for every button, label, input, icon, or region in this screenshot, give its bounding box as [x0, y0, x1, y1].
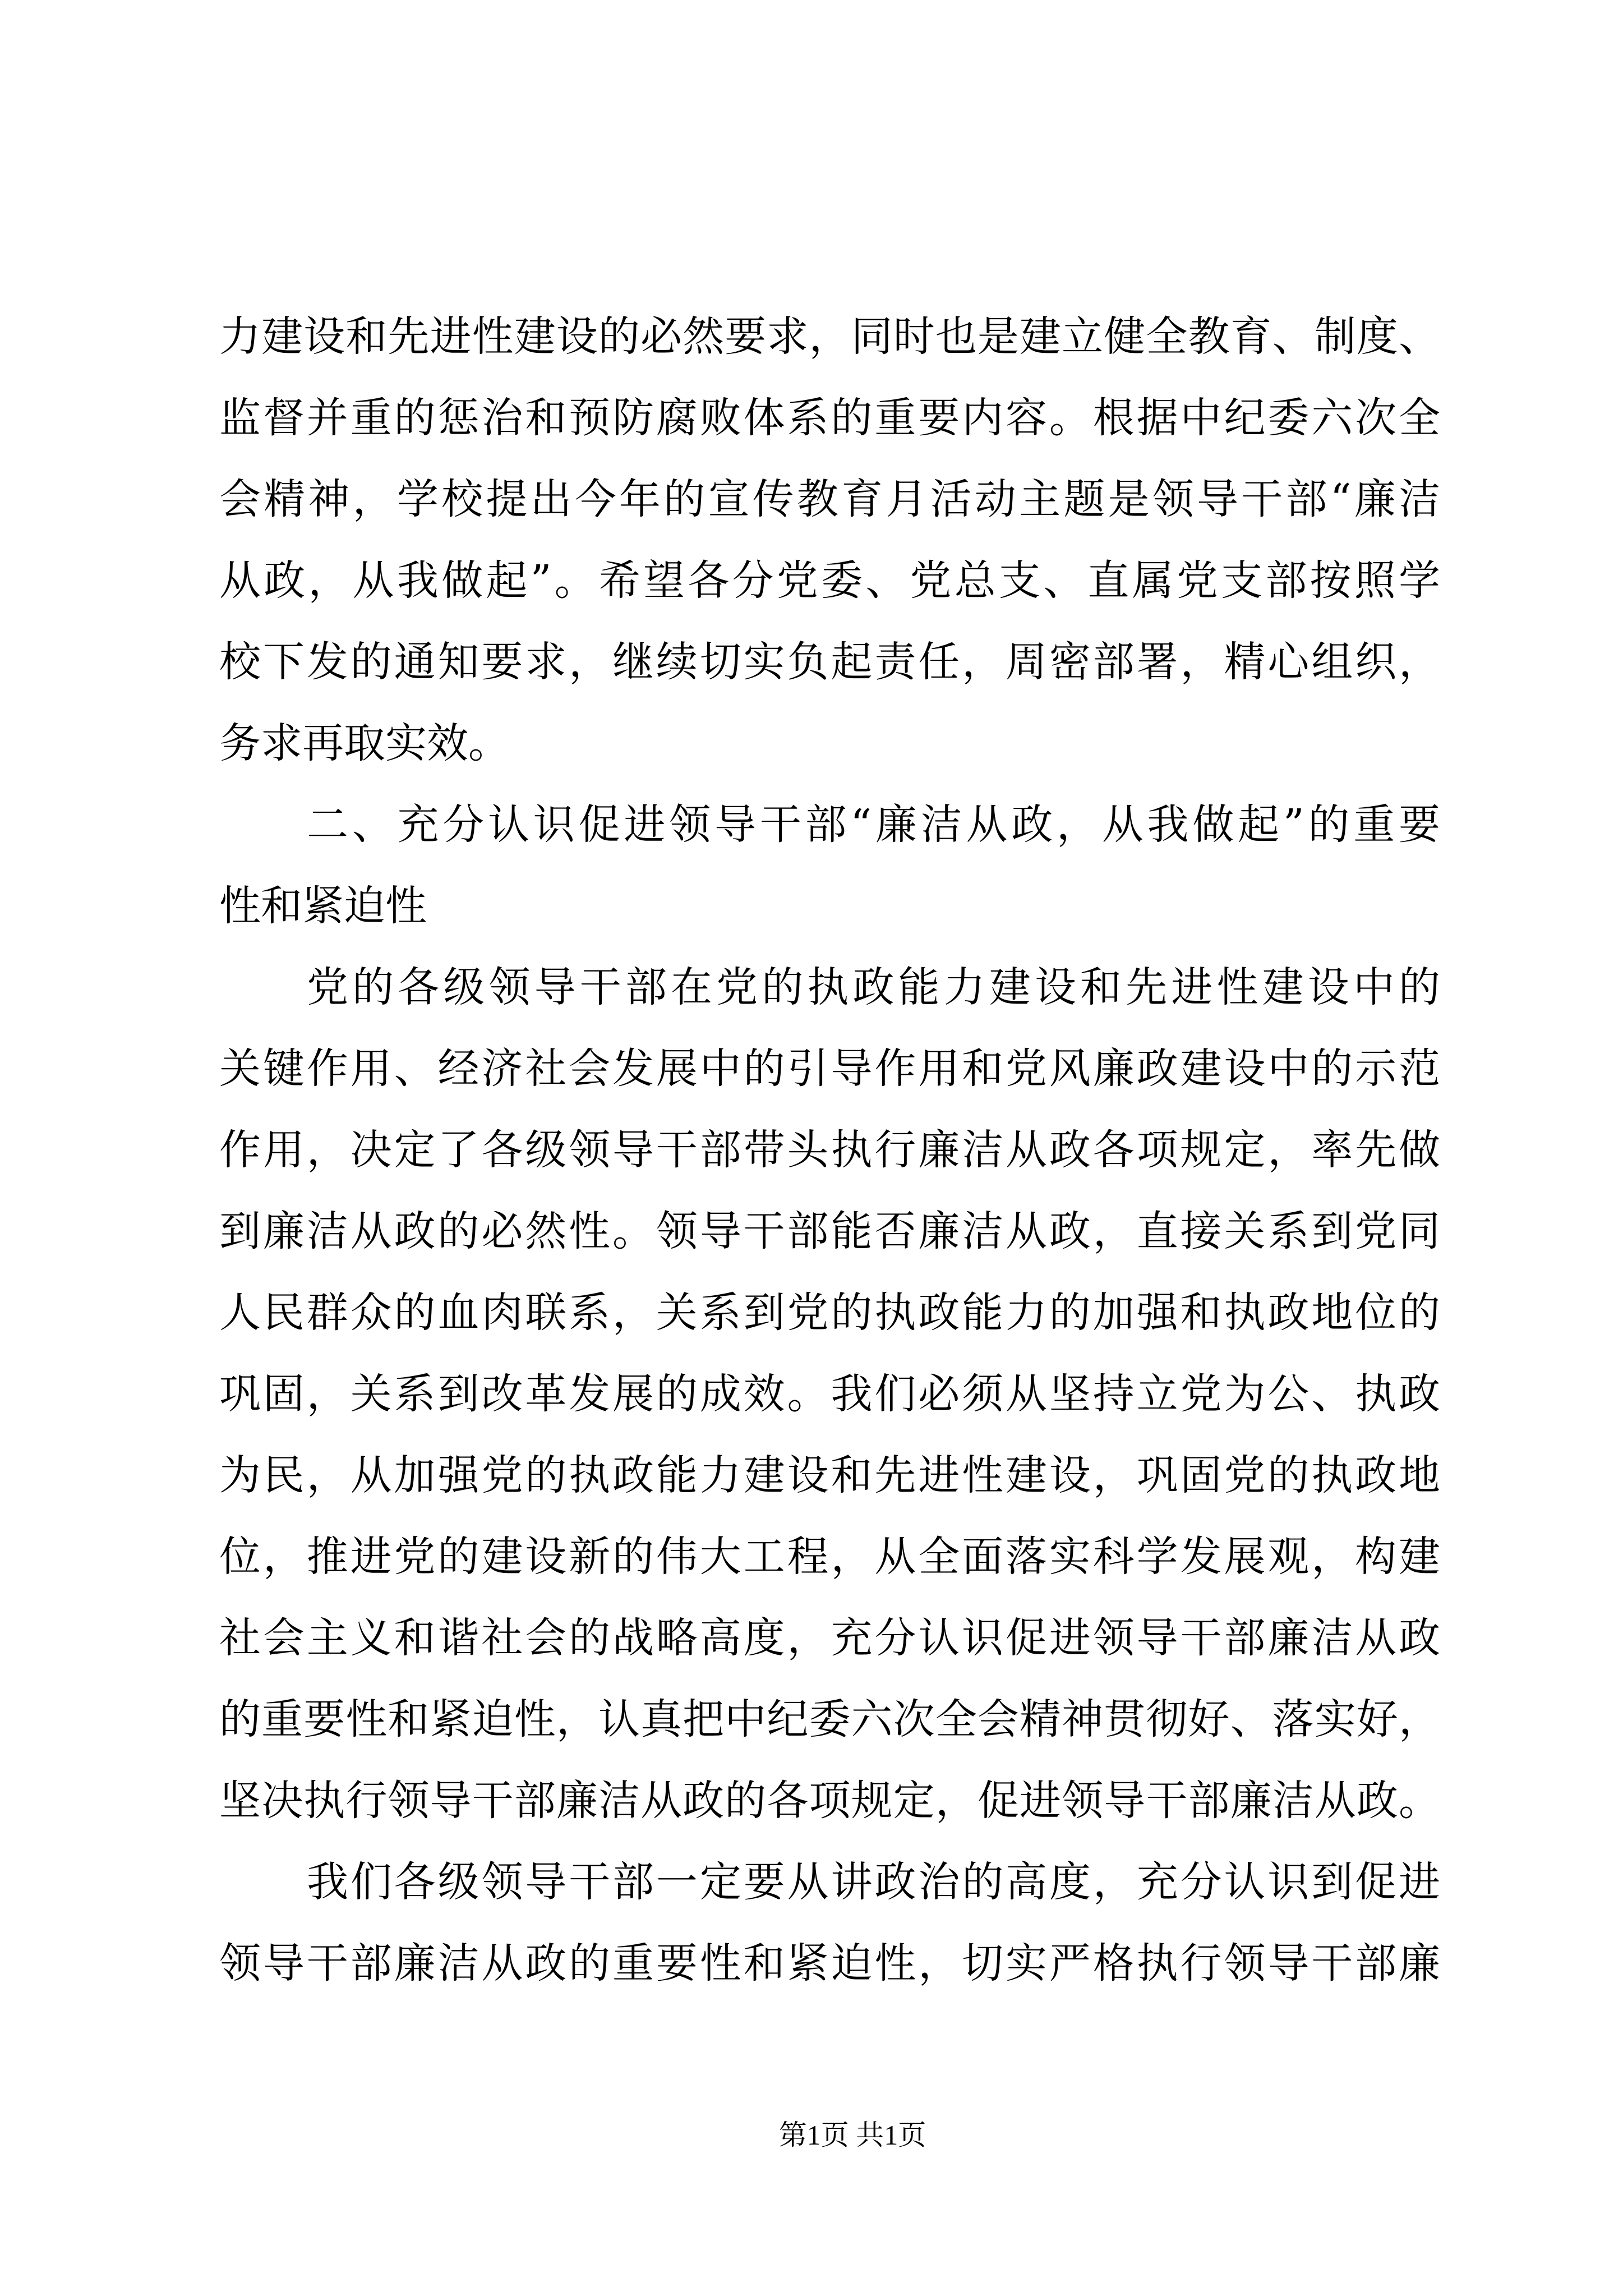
text-line: 到廉洁从政的必然性。领导干部能否廉洁从政，直接关系到党同 [219, 1207, 1440, 1255]
text-line: 我们各级领导干部一定要从讲政治的高度，充分认识到促进 [307, 1858, 1440, 1906]
page-number-footer: 第1页 共1页 [778, 2119, 926, 2151]
text-line: 坚决执行领导干部廉洁从政的各项规定，促进领导干部廉洁从政。 [219, 1777, 1440, 1825]
paragraph-2 [219, 947, 1440, 1842]
text-line: 巩固，关系到改革发展的成效。我们必须从坚持立党为公、执政 [219, 1370, 1440, 1418]
text-line: 会精神，学校提出今年的宣传教育月活动主题是领导干部“廉洁 [219, 475, 1440, 523]
text-line: 领导干部廉洁从政的重要性和紧迫性，切实严格执行领导干部廉 [219, 1939, 1440, 1987]
heading-line: 二、充分认识促进领导干部“廉洁从政，从我做起”的重要 [307, 800, 1440, 849]
text-line: 作用，决定了各级领导干部带头执行廉洁从政各项规定，率先做 [219, 1126, 1440, 1174]
document-body [219, 296, 1440, 2004]
text-line: 校下发的通知要求，继续切实负起责任，周密部署，精心组织， [219, 638, 1440, 686]
paragraph-3 [219, 1842, 1440, 2004]
text-line: 力建设和先进性建设的必然要求，同时也是建立健全教育、制度、 [219, 312, 1440, 361]
text-line: 党的各级领导干部在党的执政能力建设和先进性建设中的 [307, 963, 1440, 1011]
paragraph-1 [219, 296, 1440, 784]
heading-line: 性和紧迫性 [219, 882, 427, 930]
text-line: 从政，从我做起”。希望各分党委、党总支、直属党支部按照学 [219, 556, 1440, 605]
text-line: 社会主义和谐社会的战略高度，充分认识促进领导干部廉洁从政 [219, 1614, 1440, 1662]
text-line: 的重要性和紧迫性，认真把中纪委六次全会精神贯彻好、落实好， [219, 1695, 1440, 1743]
text-line: 监督并重的惩治和预防腐败体系的重要内容。根据中纪委六次全 [219, 394, 1440, 442]
section-heading [219, 784, 1440, 947]
text-line: 位，推进党的建设新的伟大工程，从全面落实科学发展观，构建 [219, 1533, 1440, 1581]
text-line: 关键作用、经济社会发展中的引导作用和党风廉政建设中的示范 [219, 1045, 1440, 1093]
text-line: 为民，从加强党的执政能力建设和先进性建设，巩固党的执政地 [219, 1451, 1440, 1499]
text-line: 务求再取实效。 [219, 719, 510, 767]
text-line: 人民群众的血肉联系，关系到党的执政能力的加强和执政地位的 [219, 1289, 1440, 1337]
